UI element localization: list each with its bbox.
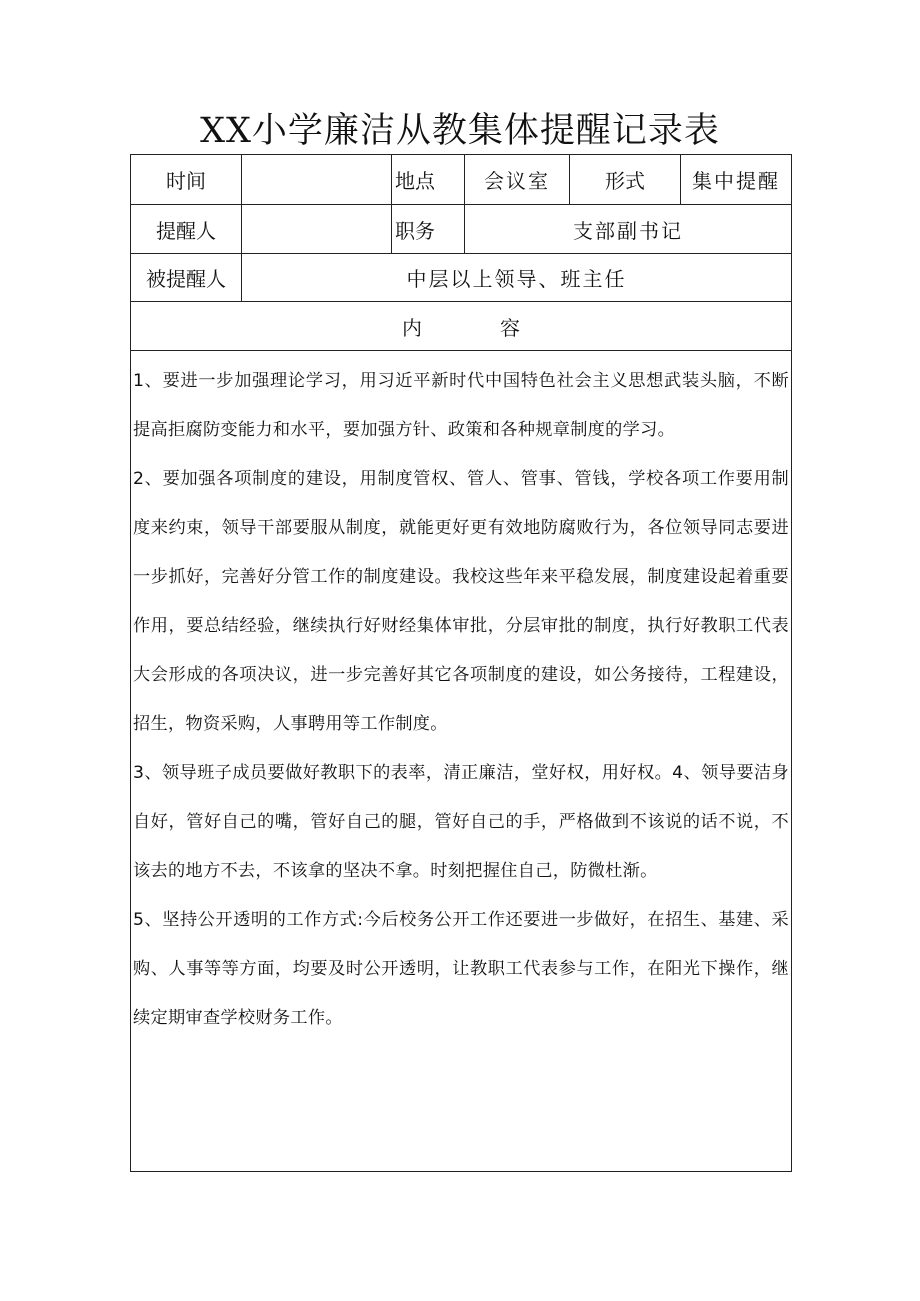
content-header (131, 302, 792, 351)
content-paragraph-4: 5、坚持公开透明的工作方式:今后校务公开工作还要进一步做好，在招生、基建、采购、人事等等方面，均要及时公开透明，让教职工代表参与工作，在阳光下操作，继续定期审查学校财务工作。 (133, 910, 789, 1028)
position-value: 支部副书记 (465, 205, 792, 254)
place-value: 会议室 (465, 155, 570, 205)
content-paragraph-3: 3、领导班子成员要做好教职下的表率，清正廉洁，堂好权，用好权。4、领导要洁身自好，管好自己的嘴，管好自己的腿，管好自己的手，严格做到不该说的话不说，不该去的地方不去，不该拿的坚决不拿。时刻把握住自己，防微杜渐。 (133, 763, 789, 881)
content-paragraph-1: 1、要进一步加强理论学习，用习近平新时代中国特色社会主义思想武装头脑，不断提高拒腐防变能力和水平，要加强方针、政策和各种规章制度的学习。 (133, 371, 789, 440)
row-reminder-position (131, 205, 792, 254)
format-label: 形式 (570, 155, 681, 205)
record-table (130, 154, 792, 1172)
time-value (242, 155, 392, 205)
row-time-place-format (131, 155, 792, 205)
document-title: XX小学廉洁从教集体提醒记录表 (200, 111, 720, 151)
position-label: 职务 (392, 205, 465, 254)
content-header-left: 内 (402, 315, 422, 340)
reminded-value: 中层以上领导、班主任 (242, 254, 792, 302)
reminder-label: 提醒人 (131, 205, 242, 254)
content-header-right: 容 (500, 315, 520, 340)
time-label: 时间 (131, 155, 242, 205)
place-label: 地点 (392, 155, 465, 205)
reminder-value (242, 205, 392, 254)
format-value: 集中提醒 (681, 155, 792, 205)
row-content-header (131, 302, 792, 351)
content-paragraph-2: 2、要加强各项制度的建设，用制度管权、管人、管事、管钱，学校各项工作要用制度来约束，领导干部要服从制度，就能更好更有效地防腐败行为，各位领导同志要进一步抓好，完善好分管工作的制度建设。我校这些年来平稳发展，制度建设起着重要作用，要总结经验，继续执行好财经集体审批，分层审批的制度，执行好教职工代表大会形成的各项决议，进一步完善好其它各项制度的建设，如公务接待，工程建设，招生，物资采购，人事聘用等工作制度。 (133, 469, 789, 734)
row-reminded (131, 254, 792, 302)
content-body (131, 351, 792, 1172)
reminded-label: 被提醒人 (131, 254, 242, 302)
row-content-body (131, 351, 792, 1172)
